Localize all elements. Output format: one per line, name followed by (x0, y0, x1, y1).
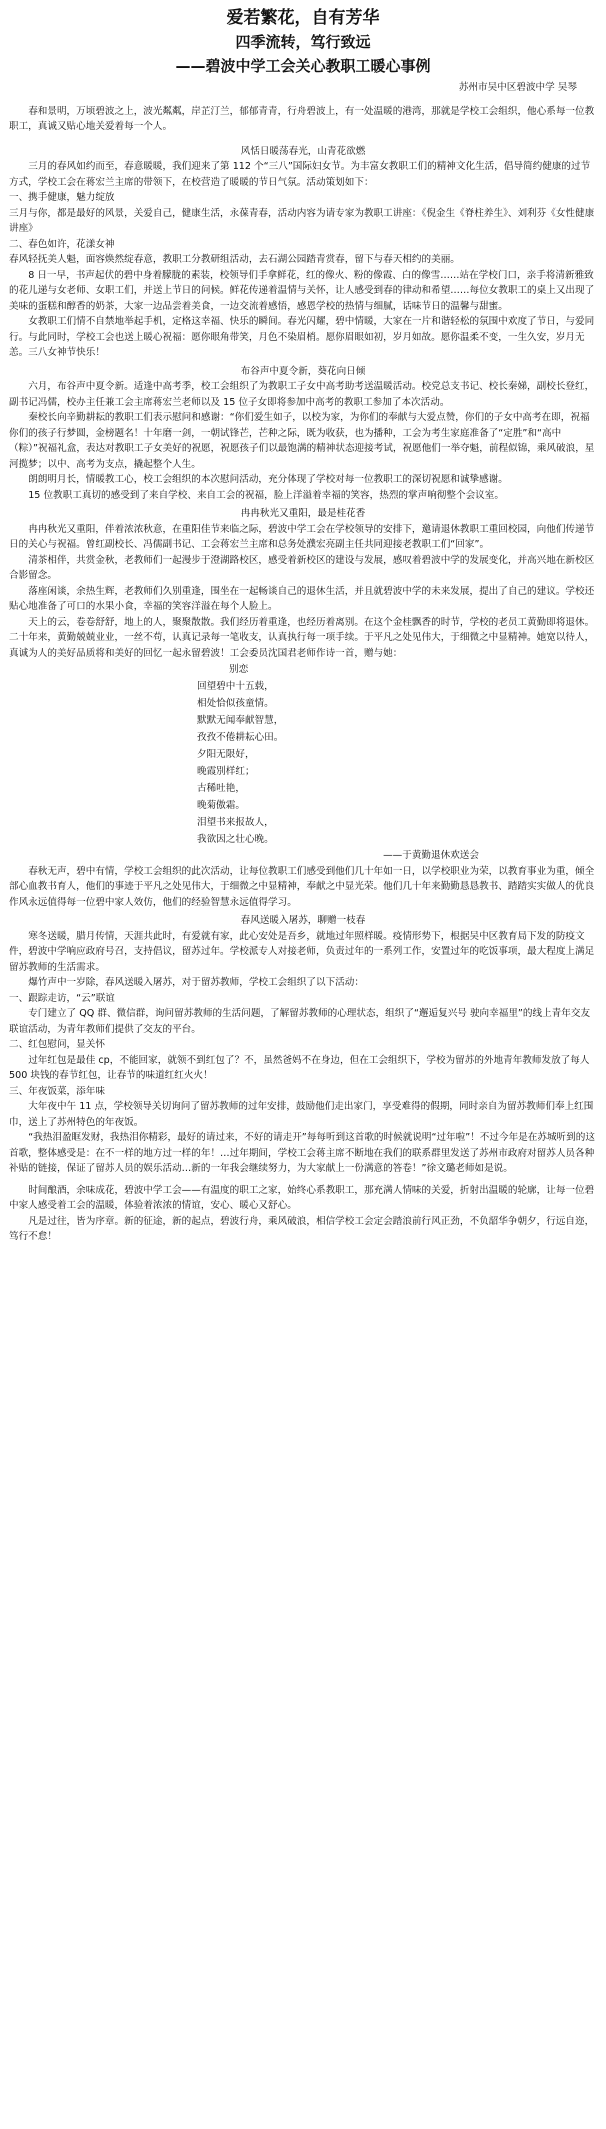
poem-line: 回望碧中十五载， (197, 681, 274, 692)
poem-line: 相处恰似孩童情。 (197, 698, 274, 709)
paragraph: 秦校长向辛勤耕耘的教职工们表示慰问和感谢：“你们爱生如子，以校为家，为你们的奉献与大爱点赞，你们的子女中高考在即，祝福你们的孩子行梦圆，金榜题名！十年磨一剑，一朝试锋芒，芒种之际，既为收获，也为播种，工会为考生家庭准备了“定胜”和“高中（粽）”祝福礼盒，表达对教职工子女美好的祝愿，祝愿孩子们以最饱满的精神状态迎接考试，祝愿他们一举夺魁，前程似锦，乘风破浪，星河揽梦；以中、高考为支点，撬起整个人生。 (9, 412, 595, 470)
paragraph: 8 日一早，书声起伏的碧中身着朦胧的素装，校领导们手拿鲜花，红的像火、粉的像霞、白的像雪……站在学校门口，亲手将清新雅致的花儿递与女老师、女职工们，并送上节日的问候。鲜花传递着温情与关怀，让人感受到春的律动和希望……每位女教职工的桌上又出现了美味的蛋糕和醇香的奶茶，大家一边品尝着美食，一边交流着感悟，感恩学校的热情与细腻，话味节日的温馨与甜蜜。 (9, 269, 595, 312)
paragraph: 寒冬送暖，腊月传情，天涯共此时，有爱就有家，此心安处是吾乡，就地过年照样暖。疫情形势下，根据吴中区教育局下发的防疫文件，碧波中学响应政府号召，支持倡议，留苏过年。学校派专人对接老师，负责过年的一系列工作，安置过年的吃饭事项，最大程度上满足留苏教师的生活需求。 (9, 930, 595, 973)
paragraph: 六月，布谷声中夏令新。适逢中高考季，校工会组织了为教职工子女中高考助考送温暖活动。校党总支书记、校长秦娣，副校长登红，副书记冯儒，校办主任兼工会主席蒋宏兰老师以及 15 位子女即将参加中高考的教职工参加了本次活动。 (9, 381, 595, 408)
paragraph: 春风轻抚美人魁，面容焕然绽春意，教职工分教研组活动，去石湖公园踏青赏春，留下与春天相约的美丽。 (9, 254, 460, 265)
list-item-title: 二、春色如许，花漾女神 (9, 238, 115, 250)
poem-line: 孜孜不倦耕耘心田。 (197, 732, 284, 743)
paragraph: 专门建立了 QQ 群、微信群，询问留苏教师的生活问题，了解留苏教师的心理状态，组织了“邂逅复兴号 驶向幸福里”的线上青年交友联谊活动，为青年教师们提供了交友的平台。 (9, 1008, 591, 1035)
section-heading-autumn: 冉冉秋光又重阳，最是桂花香 (240, 508, 366, 519)
list-item-title: 一、跟踪走访，“云”联谊 (9, 992, 115, 1004)
poem-signature: ——于黄勤退休欢送会 (383, 850, 479, 861)
poem-line: 晚菊傲霜。 (197, 800, 245, 811)
section-heading-spring: 风恬日暖荡春光，山青花欲燃 (240, 145, 366, 157)
closing-paragraph: 凡是过往，皆为序章。新的征途，新的起点，碧波行舟，乘风破浪，相信学校工会定会踏浪前行风正劲，不负韶华争朝夕，行远自迩，笃行不怠！ (9, 1215, 595, 1242)
list-item-title: 二、红包慰问，显关怀 (9, 1039, 105, 1050)
subtitle: 四季流转，笃行致远 (235, 33, 371, 51)
paragraph: 爆竹声中一岁除，春风送暖入屠苏，对于留苏教师，学校工会组织了以下活动： (28, 977, 364, 988)
paragraph: 冉冉秋光又重阳，伴着浓浓秋意，在重阳佳节来临之际，碧波中学工会在学校领导的安排下，邀请退休教职工重回校园，向他们传递节日的关心与祝福。曾红副校长、冯儒副书记、工会蒋宏兰主席和总务处濮宏亮副主任共同迎接老教职工们“回家”。 (9, 523, 595, 550)
poem-line: 夕阳无限好， (197, 749, 255, 760)
intro-paragraph: 春和景明，万顷碧波之上，波光粼粼，岸芷汀兰，郁郁青青，行舟碧波上，有一处温暖的港湾，那就是学校工会组织，他心系每一位教职工，真诚又贴心地关爱着每一个人。 (9, 105, 595, 132)
paragraph: 春秋无声，碧中有情，学校工会组织的此次活动，让每位教职工们感受到他们几十年如一日，以学校职业为荣，以教育事业为重，倾全部心血教书育人，他们的事迹于平凡之处见伟大，于细微之中显精神，奉献之中显光荣。他们几十年来勤勤恳恳教书、踏踏实实做人的优良作风永远值得每一位碧中家人效仿，他们的经验智慧永远值得学习。 (9, 865, 595, 908)
paragraph: 朗朗明月长，情暖教工心，校工会组织的本次慰问活动，充分体现了学校对每一位教职工的深切祝愿和诚挚感谢。 (28, 474, 508, 485)
section-heading-winter: 春风送暖入屠苏，聊赠一枝春 (240, 915, 366, 926)
poem-title: 别恋 (229, 664, 249, 675)
paragraph: 大年夜中午 11 点，学校领导关切询问了留苏教师的过年安排，鼓励他们走出家门，享受难得的假期，同时亲自为留苏教师们奉上红围巾，送上了苏州特色的年夜饭。 (9, 1101, 594, 1128)
paragraph: 15 位教职工真切的感受到了来自学校、来自工会的祝福，脸上洋溢着幸福的笑容，热烈的掌声响彻整个会议室。 (28, 489, 504, 501)
poem-line: 晚霞別样红； (197, 766, 255, 777)
author-line: 苏州市吴中区碧波中学 吴琴 (458, 82, 577, 93)
poem (9, 661, 597, 848)
paragraph: 三月与你，都是最好的风景，关爱自己，健康生活，永葆青春，活动内容为请专家为教职工讲座：《倪金生《脊柱养生》、刘利芬《女性健康讲座》 (9, 207, 595, 234)
list-item-title: 一、携手健康，魅力绽放 (9, 192, 115, 203)
poem-line: 默默无闻奉献智慧， (197, 715, 284, 726)
quote-paragraph: “我热泪盈眶发财，我热泪你精彩，最好的请过来，不好的请走开”每每听到这首歌的时候就说明“过年啦”！不过今年是在苏城听到的这首歌，整体感受是：在不一样的地方过一样的年！…过年期间，学校工会蒋主席不断地在我们的联系群里发送了苏州市政府对留苏人员各种补贴的链接，保证了留苏人员的娱乐活动…新的一年我会继续努力，为大家献上一份满意的答卷！”徐文璐老师如是说。 (9, 1132, 595, 1174)
poem-line: 泪望书来报故人， (197, 817, 274, 828)
paragraph: 清茶相伴，共赏金秋，老教师们一起漫步于澄湖路校区，感受着新校区的建设与发展，感叹着碧波中学的发展变化，并高兴地在新校区合影留念。 (9, 554, 595, 581)
paragraph: 三月的春风如约而至，春意暖暖，我们迎来了第 112 个“三八”国际妇女节。为丰富女教职工们的精神文化生活，倡导简约健康的过节方式，学校工会在蒋宏兰主席的带领下，在校营造了暖暖的节日气氛。活动策划如下： (9, 161, 591, 188)
paragraph: 落座闲谈，余热生辉，老教师们久别重逢，围坐在一起畅谈自己的退休生活，并且就碧波中学的未来发展，提出了自己的建议。学校还贴心地准备了可口的水果小食，幸福的笑容洋溢在每个人脸上。 (9, 585, 595, 612)
paragraph: 天上的云，卷卷舒舒，地上的人，聚聚散散。我们经历着重逢，也经历着离别。在这个金桂飘香的时节，学校的老员工黄勤即将退休。二十年来，黄勤兢兢业业，一丝不苟，认真记录每一笔收支，认真执行每一项手续。于平凡之处见伟大，于细微之中显精神。她宽以待人，真诚为人的美好品质将和美好的回忆一起永留碧波！工会委员沈国君老师作诗一首，赠与她： (9, 616, 595, 659)
paragraph: 女教职工们情不自禁地举起手机，定格这幸福、快乐的瞬间。春光闪耀，碧中情暖，大家在一片和谐轻松的氛围中欢度了节日，与爱同行。与此同时，学校工会也送上暖心祝福：愿你眼角带笑，月色不染眉梢。愿你眉眼如初，岁月如故。愿你温柔不变，一生久安，岁月无恙。三八女神节快乐！ (9, 316, 595, 358)
section-heading-summer: 布谷声中夏令新，葵花向日倾 (240, 365, 366, 377)
paragraph: 过年红包是最佳 cp，不能回家，就领不到红包了？不，虽然爸妈不在身边，但在工会组织下，学校为留苏的外地青年教师发放了每人 500 块钱的春节红包，让春节的味道红红火火！ (9, 1054, 590, 1081)
list-item-title: 三、年夜饭菜，添年味 (9, 1085, 105, 1097)
closing-paragraph: 时间酿酒，余味成花，碧波中学工会——有温度的职工之家，始终心系教职工，那充满人情味的关爱，折射出温暖的轮廓，让每一位碧中家人感受着工会的温暖，体验着浓浓的情谊，安心、暖心又舒心。 (9, 1184, 595, 1211)
poem-line: 古稀吐艳， (197, 783, 245, 794)
poem-line: 我欲因之壮心晚。 (197, 834, 274, 845)
article-subtitle: ——碧波中学工会关心教职工暖心事例 (175, 57, 431, 75)
main-title: 爱若繁花，自有芳华 (226, 8, 380, 28)
